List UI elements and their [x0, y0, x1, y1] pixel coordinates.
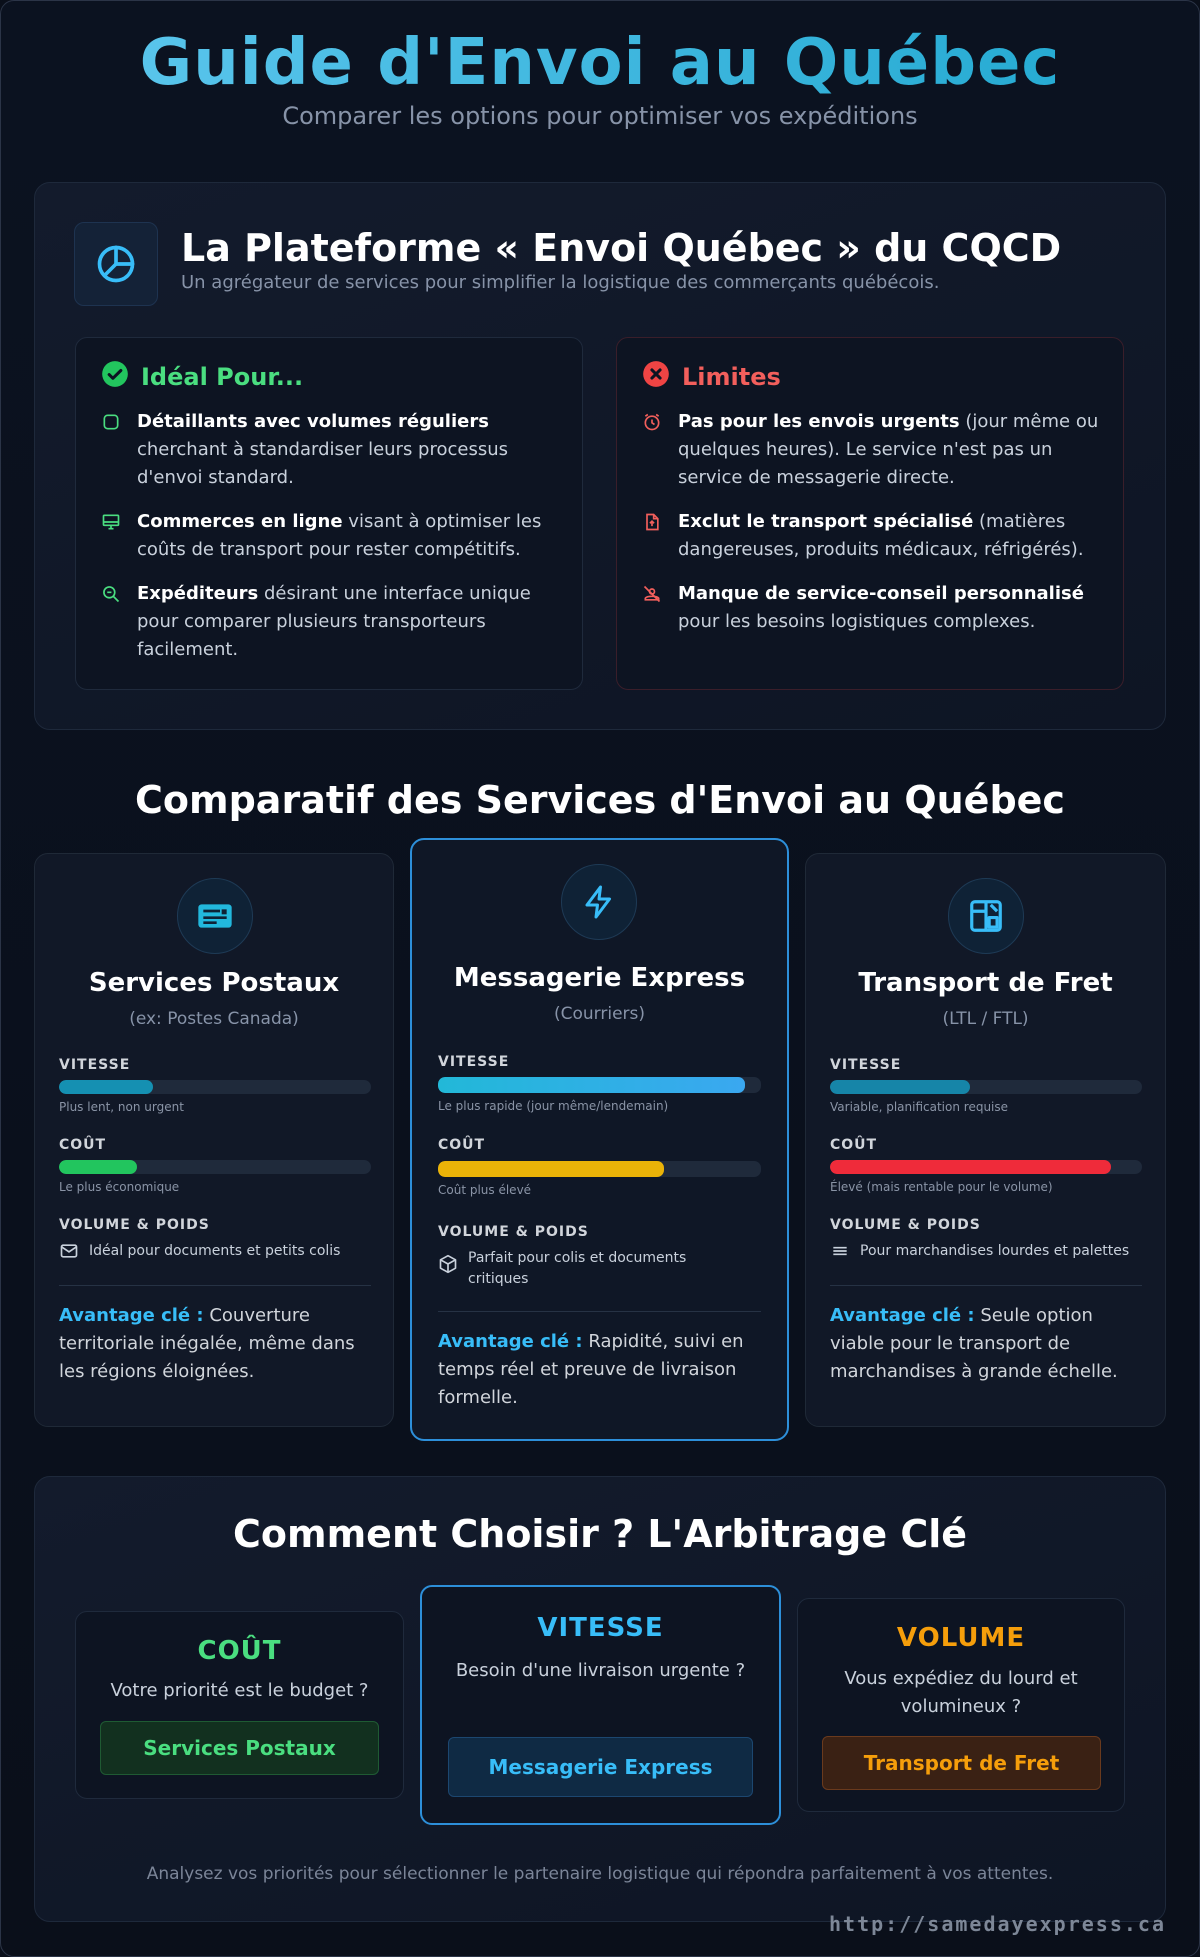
speed-bar [59, 1080, 371, 1094]
volume-note: Idéal pour documents et petits colis [89, 1243, 341, 1259]
ideal-item-text: désirant une interface unique pour comparer plusieurs transporteurs facilement. [137, 583, 531, 660]
choice-question: Besoin d'une livraison urgente ? [455, 1660, 746, 1681]
ideal-item-strong: Commerces en ligne [137, 511, 343, 532]
choice-button-express[interactable]: Messagerie Express [448, 1737, 753, 1797]
speed-bar-fill [59, 1080, 153, 1094]
ideal-item [101, 408, 561, 492]
service-name: Transport de Fret [858, 968, 1113, 998]
speed-bar [830, 1080, 1142, 1094]
service-name: Messagerie Express [453, 963, 746, 993]
service-tag: (ex: Postes Canada) [129, 1009, 299, 1029]
page-title: Guide d'Envoi au Québec [0, 26, 1200, 100]
speed-label: VITESSE [438, 1054, 510, 1070]
limits-item-strong: Pas pour les envois urgents [678, 411, 960, 432]
limits-heading [642, 360, 781, 394]
service-card-freight [805, 853, 1166, 1427]
speed-label: VITESSE [830, 1057, 902, 1073]
clock-icon [642, 408, 664, 492]
limits-item [642, 508, 1102, 564]
container-icon [948, 878, 1024, 954]
cost-label: COÛT [438, 1137, 486, 1153]
volume-row [830, 1241, 1150, 1268]
speed-bar-fill [830, 1080, 970, 1094]
volume-label: VOLUME & POIDS [438, 1224, 589, 1240]
service-name: Services Postaux [88, 968, 340, 998]
check-circle-icon [101, 360, 129, 394]
x-circle-icon [642, 360, 670, 394]
cost-label: COÛT [830, 1137, 878, 1153]
mailbox-icon [177, 878, 253, 954]
ideal-item-strong: Détaillants avec volumes réguliers [137, 411, 489, 432]
choose-title: Comment Choisir ? L'Arbitrage Clé [232, 1512, 968, 1556]
advantage-key: Avantage clé : [59, 1305, 204, 1326]
speed-note: Le plus rapide (jour même/lendemain) [438, 1099, 669, 1113]
advantage-value: Rapidité, suivi en temps réel et preuve de livraison formelle. [438, 1331, 744, 1408]
envelope-icon [59, 1241, 79, 1268]
cost-bar-fill [59, 1160, 137, 1174]
speed-label: VITESSE [59, 1057, 131, 1073]
speed-bar-fill [438, 1077, 745, 1093]
advantage-text [59, 1302, 371, 1386]
limits-item-text: (matières dangereuses, produits médicaux, réfrigérés). [678, 511, 1084, 560]
advantage-key: Avantage clé : [438, 1331, 583, 1352]
cost-bar [438, 1161, 761, 1177]
ideal-item [101, 580, 561, 664]
volume-note: Parfait pour colis et documents critiques [468, 1250, 687, 1287]
cost-note: Le plus économique [59, 1180, 180, 1194]
volume-row [59, 1241, 371, 1268]
advantage-value: Couverture territoriale inégalée, même dans les régions éloignées. [59, 1305, 355, 1382]
cost-label: COÛT [59, 1137, 107, 1153]
choice-card-cost [75, 1611, 404, 1799]
platform-subtitle: Un agrégateur de services pour simplifier la logistique des commerçants québécois. [181, 272, 940, 293]
limits-item-text: (jour même ou quelques heures). Le service n'est pas un service de messagerie directe. [678, 411, 1099, 488]
pie-chart-icon [74, 222, 158, 306]
divider [830, 1285, 1142, 1286]
service-card-postal [34, 853, 394, 1427]
volume-label: VOLUME & POIDS [59, 1217, 210, 1233]
choice-question: Vous expédiez du lourd et volumineux ? [844, 1668, 1078, 1717]
choice-card-volume [797, 1598, 1125, 1812]
divider [438, 1311, 761, 1312]
cost-bar-fill [830, 1160, 1111, 1174]
ideal-item [101, 508, 561, 564]
cost-note: Coût plus élevé [438, 1183, 532, 1197]
choice-button-freight[interactable]: Transport de Fret [822, 1736, 1101, 1790]
volume-note: Pour marchandises lourdes et palettes [860, 1243, 1130, 1259]
limits-item [642, 408, 1102, 492]
choice-card-speed [420, 1585, 781, 1825]
service-tag: (LTL / FTL) [942, 1009, 1029, 1029]
service-card-express [410, 838, 789, 1441]
limits-item [642, 580, 1102, 636]
source-url: http://samedayexpress.ca [829, 1912, 1166, 1936]
ideal-item-text: visant à optimiser les coûts de transport pour rester compétitifs. [137, 511, 542, 560]
page-subtitle: Comparer les options pour optimiser vos expéditions [282, 102, 918, 130]
limits-item-text: pour les besoins logistiques complexes. [678, 611, 1036, 632]
square-icon [101, 408, 123, 492]
cost-bar [59, 1160, 371, 1174]
speed-bar [438, 1077, 761, 1093]
limits-heading-text: Limites [682, 363, 781, 391]
limits-item-strong: Manque de service-conseil personnalisé [678, 583, 1084, 604]
speed-note: Plus lent, non urgent [59, 1100, 184, 1114]
service-tag: (Courriers) [553, 1004, 646, 1024]
cost-bar [830, 1160, 1142, 1174]
divider [59, 1285, 371, 1286]
advantage-text [438, 1328, 761, 1412]
advantage-value: Seule option viable pour le transport de marchandises à grande échelle. [830, 1305, 1118, 1382]
monitor-icon [101, 508, 123, 564]
advantage-text [830, 1302, 1142, 1386]
volume-label: VOLUME & POIDS [830, 1217, 981, 1233]
choice-button-postal[interactable]: Services Postaux [100, 1721, 379, 1775]
platform-title: La Plateforme « Envoi Québec » du CQCD [181, 226, 1062, 270]
cost-note: Élevé (mais rentable pour le volume) [830, 1180, 1053, 1194]
comparison-title: Comparatif des Services d'Envoi au Québec [135, 778, 1065, 822]
volume-row [438, 1248, 738, 1290]
choose-footer: Analysez vos priorités pour sélectionner le partenaire logistique qui répondra parfaitement à vos attentes. [146, 1864, 1054, 1884]
cost-bar-fill [438, 1161, 664, 1177]
limits-item-strong: Exclut le transport spécialisé [678, 511, 974, 532]
speed-note: Variable, planification requise [830, 1100, 1009, 1114]
file-warning-icon [642, 508, 664, 564]
ideal-heading-text: Idéal Pour... [141, 363, 304, 391]
ideal-heading [101, 360, 303, 394]
box-icon [438, 1248, 458, 1281]
pallet-icon [830, 1241, 850, 1268]
ideal-item-text: cherchant à standardiser leurs processus d'envoi standard. [137, 439, 509, 488]
search-icon [101, 580, 123, 664]
ideal-item-strong: Expéditeurs [137, 583, 259, 604]
advantage-key: Avantage clé : [830, 1305, 975, 1326]
choice-title: VITESSE [537, 1613, 664, 1643]
user-off-icon [642, 580, 664, 636]
lightning-icon [561, 864, 637, 940]
choice-question: Votre priorité est le budget ? [110, 1680, 369, 1701]
choice-title: VOLUME [896, 1623, 1026, 1653]
choice-title: COÛT [197, 1636, 282, 1666]
